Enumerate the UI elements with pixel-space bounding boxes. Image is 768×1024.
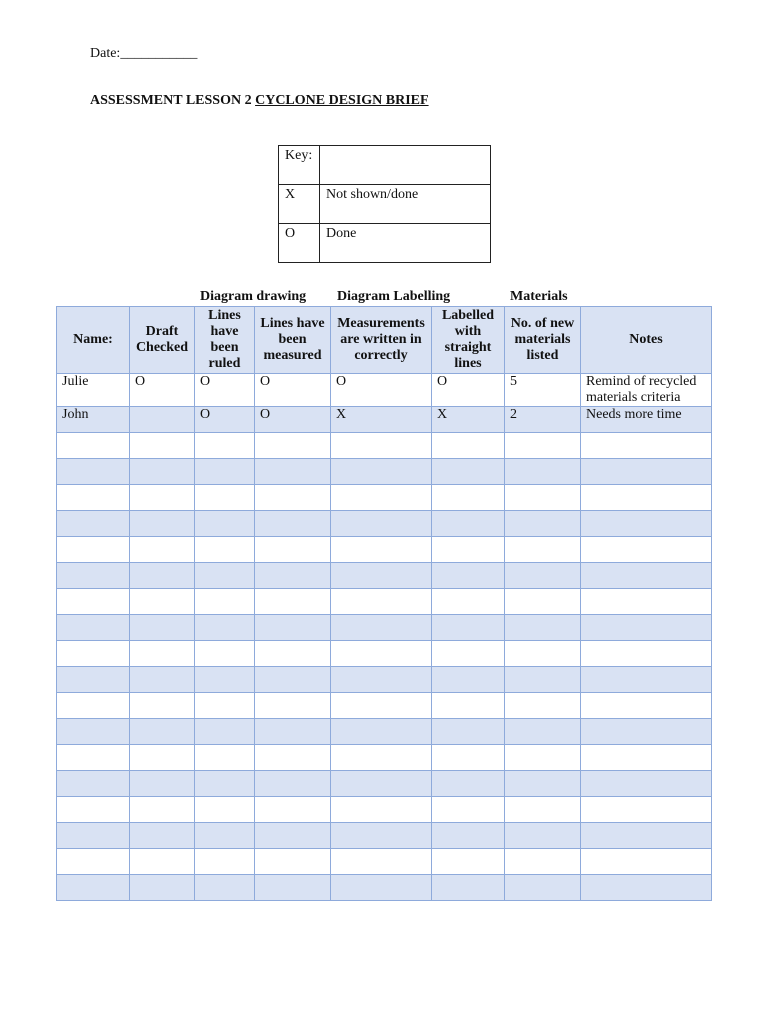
table-cell: [130, 511, 195, 537]
table-cell: [331, 641, 432, 667]
table-cell: [130, 797, 195, 823]
table-cell: O: [432, 374, 505, 407]
table-cell: Julie: [57, 374, 130, 407]
table-cell: [505, 849, 581, 875]
table-cell: [331, 849, 432, 875]
table-cell: [130, 719, 195, 745]
table-cell: 5: [505, 374, 581, 407]
table-cell: [581, 589, 712, 615]
table-cell: [505, 719, 581, 745]
table-cell: [255, 693, 331, 719]
table-cell: John: [57, 407, 130, 433]
table-cell: [331, 537, 432, 563]
table-cell: [331, 511, 432, 537]
table-cell: O: [255, 374, 331, 407]
table-cell: [195, 797, 255, 823]
table-row: [57, 511, 712, 537]
table-row: [57, 745, 712, 771]
table-row: [57, 797, 712, 823]
table-cell: [255, 745, 331, 771]
table-cell: [57, 797, 130, 823]
table-cell: [57, 849, 130, 875]
table-cell: [432, 693, 505, 719]
table-cell: [432, 563, 505, 589]
table-cell: [195, 745, 255, 771]
table-cell: [581, 485, 712, 511]
table-cell: [432, 849, 505, 875]
table-cell: [505, 511, 581, 537]
table-row: [57, 485, 712, 511]
title-underlined: CYCLONE DESIGN BRIEF: [255, 93, 429, 108]
group-label-diagram-drawing: Diagram drawing: [200, 289, 307, 304]
table-cell: X: [331, 407, 432, 433]
table-cell: [57, 511, 130, 537]
table-cell: [331, 667, 432, 693]
table-row: [57, 433, 712, 459]
date-field: Date:___________: [90, 46, 198, 61]
key-meaning: [320, 146, 491, 185]
assessment-table: [56, 306, 712, 901]
table-cell: [505, 641, 581, 667]
table-cell: O: [195, 374, 255, 407]
column-header-lines-measured: Lines have been measured: [255, 307, 331, 374]
table-cell: [195, 823, 255, 849]
table-cell: [581, 875, 712, 901]
table-cell: [130, 641, 195, 667]
table-cell: [505, 667, 581, 693]
table-cell: [432, 511, 505, 537]
table-cell: [432, 459, 505, 485]
table-cell: [130, 667, 195, 693]
table-cell: [331, 433, 432, 459]
table-cell: [331, 459, 432, 485]
table-cell: [505, 589, 581, 615]
key-table: [278, 145, 491, 263]
table-cell: 2: [505, 407, 581, 433]
table-cell: X: [432, 407, 505, 433]
table-row: [57, 563, 712, 589]
table-cell: [331, 589, 432, 615]
table-cell: [195, 433, 255, 459]
table-cell: [432, 797, 505, 823]
table-cell: [432, 485, 505, 511]
table-cell: [255, 849, 331, 875]
table-cell: [130, 875, 195, 901]
table-cell: [432, 433, 505, 459]
table-cell: [331, 771, 432, 797]
table-cell: [57, 745, 130, 771]
key-symbol: X: [279, 185, 320, 224]
table-cell: [195, 589, 255, 615]
table-cell: [331, 693, 432, 719]
table-row: [57, 615, 712, 641]
table-cell: [255, 485, 331, 511]
column-header-name: Name:: [57, 307, 130, 374]
key-row: [279, 185, 491, 224]
table-cell: Needs more time: [581, 407, 712, 433]
table-cell: [505, 875, 581, 901]
table-cell: [255, 615, 331, 641]
table-cell: [57, 459, 130, 485]
table-cell: [581, 667, 712, 693]
table-row: [57, 407, 712, 433]
table-cell: [195, 485, 255, 511]
table-cell: O: [195, 407, 255, 433]
table-cell: [195, 459, 255, 485]
table-cell: [432, 745, 505, 771]
table-cell: [130, 589, 195, 615]
table-cell: [505, 537, 581, 563]
table-cell: [195, 693, 255, 719]
table-cell: O: [255, 407, 331, 433]
table-cell: [331, 823, 432, 849]
table-cell: [432, 615, 505, 641]
table-cell: [432, 719, 505, 745]
table-cell: [581, 459, 712, 485]
table-cell: [505, 563, 581, 589]
table-cell: [505, 693, 581, 719]
table-row: [57, 823, 712, 849]
table-cell: [581, 615, 712, 641]
header-row: [57, 307, 712, 374]
table-row: [57, 374, 712, 407]
column-header-measurements: Measurements are written in correctly: [331, 307, 432, 374]
table-cell: [581, 849, 712, 875]
table-cell: [195, 537, 255, 563]
table-cell: O: [331, 374, 432, 407]
table-cell: [505, 745, 581, 771]
group-label-diagram-labelling: Diagram Labelling: [337, 289, 451, 304]
table-cell: [505, 771, 581, 797]
table-cell: [505, 797, 581, 823]
table-cell: [130, 771, 195, 797]
table-cell: [130, 537, 195, 563]
table-cell: [581, 537, 712, 563]
table-cell: [432, 589, 505, 615]
table-cell: [331, 719, 432, 745]
table-cell: [255, 875, 331, 901]
table-cell: [130, 745, 195, 771]
table-row: [57, 693, 712, 719]
key-row: [279, 224, 491, 263]
table-cell: [331, 485, 432, 511]
table-row: [57, 589, 712, 615]
key-symbol: Key:: [279, 146, 320, 185]
table-cell: [331, 875, 432, 901]
table-cell: [581, 745, 712, 771]
table-cell: [130, 459, 195, 485]
table-cell: [255, 563, 331, 589]
table-cell: [581, 511, 712, 537]
table-cell: [130, 563, 195, 589]
key-meaning: Not shown/done: [320, 185, 491, 224]
page-title: [90, 93, 429, 109]
table-cell: Remind of recycled materials criteria: [581, 374, 712, 407]
table-row: [57, 641, 712, 667]
key-row: [279, 146, 491, 185]
table-cell: [505, 823, 581, 849]
group-label-materials: Materials: [510, 289, 568, 304]
table-cell: [57, 615, 130, 641]
table-row: [57, 849, 712, 875]
column-header-labelled: Labelled with straight lines: [432, 307, 505, 374]
table-cell: [255, 433, 331, 459]
column-header-draft-checked: Draft Checked: [130, 307, 195, 374]
table-cell: [432, 537, 505, 563]
table-cell: [255, 511, 331, 537]
table-cell: [255, 589, 331, 615]
table-cell: [195, 875, 255, 901]
table-cell: [130, 407, 195, 433]
table-cell: [581, 563, 712, 589]
table-cell: [57, 641, 130, 667]
table-cell: [195, 667, 255, 693]
table-cell: [195, 615, 255, 641]
table-cell: [331, 563, 432, 589]
table-cell: [581, 797, 712, 823]
table-cell: [581, 823, 712, 849]
table-cell: [255, 667, 331, 693]
table-cell: [57, 667, 130, 693]
table-cell: [432, 771, 505, 797]
table-cell: [505, 615, 581, 641]
table-cell: [195, 719, 255, 745]
key-meaning: Done: [320, 224, 491, 263]
table-row: [57, 537, 712, 563]
table-cell: [57, 719, 130, 745]
table-cell: [255, 459, 331, 485]
table-cell: [255, 823, 331, 849]
table-cell: [581, 719, 712, 745]
table-row: [57, 771, 712, 797]
table-cell: [255, 719, 331, 745]
table-cell: [255, 771, 331, 797]
table-row: [57, 719, 712, 745]
table-cell: [130, 433, 195, 459]
column-header-lines-ruled: Lines have been ruled: [195, 307, 255, 374]
table-cell: [432, 875, 505, 901]
table-cell: [57, 823, 130, 849]
table-cell: [255, 641, 331, 667]
table-cell: [331, 745, 432, 771]
table-cell: [57, 589, 130, 615]
table-cell: [505, 459, 581, 485]
table-cell: [57, 693, 130, 719]
table-cell: [195, 563, 255, 589]
table-cell: [581, 433, 712, 459]
table-cell: [130, 849, 195, 875]
table-cell: [581, 641, 712, 667]
table-cell: [255, 537, 331, 563]
table-cell: [195, 511, 255, 537]
table-cell: O: [130, 374, 195, 407]
table-cell: [130, 693, 195, 719]
table-cell: [255, 797, 331, 823]
key-symbol: O: [279, 224, 320, 263]
table-cell: [57, 433, 130, 459]
table-cell: [331, 615, 432, 641]
table-row: [57, 667, 712, 693]
table-cell: [57, 875, 130, 901]
table-cell: [57, 537, 130, 563]
table-cell: [57, 485, 130, 511]
column-header-notes: Notes: [581, 307, 712, 374]
table-cell: [581, 693, 712, 719]
table-cell: [432, 641, 505, 667]
table-cell: [195, 771, 255, 797]
table-cell: [505, 485, 581, 511]
table-cell: [331, 797, 432, 823]
table-cell: [57, 563, 130, 589]
table-cell: [581, 771, 712, 797]
column-header-materials-count: No. of new materials listed: [505, 307, 581, 374]
table-cell: [195, 849, 255, 875]
table-cell: [57, 771, 130, 797]
table-cell: [195, 641, 255, 667]
table-cell: [130, 823, 195, 849]
title-prefix: ASSESSMENT LESSON 2: [90, 93, 256, 108]
table-cell: [432, 667, 505, 693]
table-row: [57, 459, 712, 485]
table-cell: [505, 433, 581, 459]
table-cell: [432, 823, 505, 849]
table-cell: [130, 485, 195, 511]
table-row: [57, 875, 712, 901]
table-cell: [130, 615, 195, 641]
